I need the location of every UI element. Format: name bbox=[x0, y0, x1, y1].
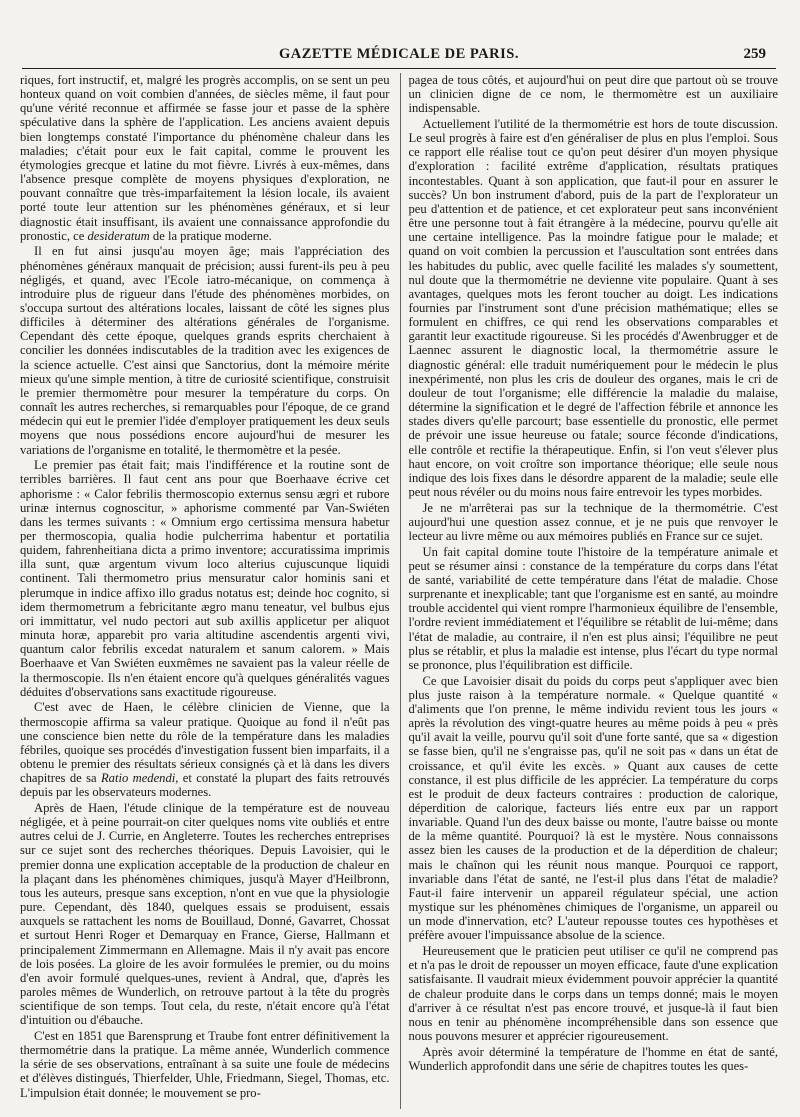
italic-term: Ratio medendi bbox=[100, 771, 176, 786]
paragraph-text: C'est en 1851 que Barensprung et Traube font entrer définitivement la thermométrie dans la pratique. La même année, Wunderlich commence la série de ses observations, entraînant à sa suite une foule de médecins et d'élèves distingués, Thierfelder, Uhle, Friedmann, Siegel, Thomas, etc. L'impulsion était donnée; le mouvement se pro- bbox=[20, 1028, 390, 1100]
article-paragraph bbox=[20, 700, 390, 799]
article-paragraph bbox=[409, 73, 779, 115]
article-paragraph bbox=[409, 501, 779, 543]
article-paragraph bbox=[409, 1045, 779, 1073]
paragraph-text: Je ne m'arrêterai pas sur la technique de la thermométrie. C'est aujourd'hui une question assez connue, et je ne puis que renvoyer le lecteur au livre même ou aux mémoires publiés en France sur ce sujet. bbox=[408, 500, 778, 543]
italic-term: desideratum bbox=[87, 228, 150, 243]
left-column bbox=[20, 73, 390, 1109]
paragraph-text: C'est avec de Haen, le célèbre clinicien de Vienne, que la thermoscopie affirma sa valeur pratique. Quoique au fond il n'eût pas une conscience bien nette du rôle de la température dans les maladies fébriles, quoique ses procédés d'investigation fussent bien imparfaits, il a obtenu le premier des résultats sérieux consignés çà et là dans les divers chapitres de sa bbox=[20, 700, 390, 786]
page-header bbox=[22, 46, 776, 69]
article-paragraph bbox=[409, 674, 779, 943]
article-paragraph bbox=[20, 458, 390, 699]
text-columns bbox=[20, 73, 778, 1109]
paragraph-text: Actuellement l'utilité de la thermométrie est hors de toute discussion. Le seul progrès à faire est d'en généraliser de plus en plus l'emploi. Sous ce rapport elle réalise tout ce qu'on peut désirer d'un moyen physique d'exploration : facilité extrême d'application, résultats pratiques incontestables. Quant à son application, que faut-il pour en assurer le succès? Un bon instrument d'abord, puis de la part de l'explorateur un peu d'attention et de patience, et cet explorateur peut sans inconvénient être une personne tout à fait étrangère à la médecine, pourvu qu'elle ait une certaine intelligence. Pas la moindre fatigue pour le malade; et quand on voit combien la percussion et l'auscultation sont entrées dans les habitudes du public, avec quelle facilité les malades s'y soumettent, nul doute que la thermométrie ne devienne vite populaire. Quant à ses avantages, quelques mots les feront toucher au doigt. Les indications fournies par l'instrument sont d'une précision mathématique; elles se formulent en chiffres, ce qui rend les observations comparables et garantit leur exactitude rigoureuse. Si les procédés d'Awenbrugger et de Laennec assurent le diagnostic local, la thermométrie assure le diagnostic général: elle traduit numériquement pour le médecin le plus inexpérimenté, non plus les cris de douleur des organes, mais le cri de douleur de tout l'organisme; elle différencie la maladie du malaise, détermine la signification et le degré de l'affection fébrile et annonce les stades divers qu'elle parcourt; base essentielle du pronostic, elle permet de prévoir une issue heureuse ou fatale; source féconde d'indications, elle contrôle et rectifie la thérapeutique. Enfin, si l'on veut s'élever plus haut encore, on voit croître son importance théorique; elle seule nous indique des lois fixes dans le désordre apparent de la maladie; seule elle peut nous révéler ou du moins nous faire entrevoir les types morbides. bbox=[408, 116, 778, 500]
article-paragraph bbox=[20, 244, 390, 456]
article-paragraph bbox=[409, 117, 779, 499]
paragraph-text: de la pratique moderne. bbox=[149, 228, 272, 243]
article-paragraph bbox=[20, 1029, 390, 1100]
paragraph-text: , et constaté la plupart des faits retrouvés depuis par les observateurs modernes. bbox=[20, 771, 390, 800]
paragraph-text: Un fait capital domine toute l'histoire de la température animale et peut se résumer ainsi : constance de la température du corps dans l'état de santé, variabilité de cette température dans l'état de maladie. Chose surprenante et inexplicable; tant que l'organisme est en santé, au moindre trouble accidentel qui vient rompre l'harmonieux équilibre de l'ensemble, l'ordre revient immédiatement et l'équilibre se rétablit de lui-même; dans l'état de maladie, au contraire, il n'en est plus ainsi; l'équilibre ne peut plus se rétablir, et plus la maladie est intense, plus l'écart du type normal se prononce, plus l'équilibration est difficile. bbox=[408, 544, 778, 672]
article-paragraph bbox=[409, 545, 779, 672]
paragraph-text: riques, fort instructif, et, malgré les progrès accomplis, on se sent un peu honteux quand on voit combien d'années, de siècles même, il faut pour qu'une vérité reconnue et affirmée se fasse jour et passe de la sphère spéculative dans la sphère de l'application. Les anciens avaient depuis bien longtemps constaté l'importance du phénomène chaleur dans les maladies; c'était pour eux le fait capital, comme le prouvent les étymologies grecque et latine du mot fièvre. Livrés à eux-mêmes, dans l'absence presque complète de moyens physiques d'exploration, ne pouvant connaître que très-imparfaitement la lésion locale, ils avaient porté toute leur attention sur les phénomènes généraux, et si leur diagnostic était insuffisant, ils avaient une connaissance approfondie du pronostic, ce bbox=[20, 73, 390, 243]
paragraph-text: Le premier pas était fait; mais l'indifférence et la routine sont de terribles barrières. Il faut cent ans pour que Boerhaave écrive cet aphorisme : « Calor febrilis thermoscopio externus sensu ægri et rubore urinæ internus cognoscitur, » aphorisme commenté par Van-Swiéten dans les termes suivants : « Omnium ergo certissima mensura habetur per thermoscopia, qualia hodie pulcherrima habentur et portatilia quidem, fahrenheitiana dicta a primo inventore; accuratissima imprimis illa sunt, quæ argentum vivum loco alterius cujuscunque liquidi continent. Tali thermometro prius mensuratur calor hominis sani et plerumque in indice affixo illo gradus notatus est; deinde hoc cognito, si idem thermometrum a febricitante ægro manu teneatur, vel bulbus ejus ori immittatur, vel nudo pectori aut sub axillis applicetur per aliquot minuta horæ, apparebit pro varia altitudine ascendentis argenti vivi, quantum calor febrilis excedat naturalem et sanum calorem. » Mais Boerhaave et Van Swiéten euxmêmes ne savaient pas la valeur réelle de la thermoscopie. Ils n'en étaient encore qu'à quelques généralités vagues déduites d'observations sans exactitude rigoureuse. bbox=[20, 458, 390, 699]
paragraph-text: Ce que Lavoisier disait du poids du corps peut s'appliquer avec bien plus juste raison à la température normale. « Quelque quantité « d'aliments que l'on prenne, le même individu revient tous les jours « après la révolution des vingt-quatre heures au même poids à peu « près qu'il avait la veille, pourvu qu'il soit d'une forte santé, que sa « digestion se fasse bien, qu'il ne s'engraisse pas, qu'il ne soit pas « dans un état de croissance, et qu'il évite les excès. » Quant aux causes de cette constance, il est plus difficile de les apprécier. La température du corps est le produit de deux facteurs contraires : production de calorique, déperdition de calorique, facteurs liés entre eux par un rapport invariable. Quand l'un des deux baisse ou monte, l'autre baisse ou monte de la même quantité. Pourquoi? là est le mystère. Nous connaissons assez bien les causes de la production et de la déperdition de chaleur; mais le chaînon qui les réunit nous manque. Pourquoi ce rapport, invariable dans l'état de santé, ne l'est-il plus dans l'état de maladie? Faut-il faire intervenir un appareil régulateur spécial, une action mystique sur les phénomènes chimiques de l'organisme, un appareil ou un mode d'innervation, etc? L'auteur repousse toutes ces hypothèses et préfère avouer l'impuissance absolue de la science. bbox=[408, 673, 778, 943]
right-column bbox=[400, 73, 779, 1109]
paragraph-text: Après avoir déterminé la température de l'homme en état de santé, Wunderlich approfondit dans une série de chapitres toutes les ques- bbox=[408, 1044, 778, 1073]
article-paragraph bbox=[409, 944, 779, 1043]
article-paragraph bbox=[20, 801, 390, 1028]
paragraph-text: Heureusement que le praticien peut utiliser ce qu'il ne comprend pas et n'a pas le droit de repousser un moyen efficace, faute d'une explication satisfaisante. Il vaudrait mieux évidemment pouvoir apprécier la quantité de chaleur produite dans le corps dans un temps donné; mais le moyen d'arriver à ce résultat n'est pas encore trouvé, et jusque-là il faut bien nous en tenir au phénomène incompréhensible dans son essence que nous pouvons mesurer et apprécier rigoureusement. bbox=[408, 944, 778, 1043]
paragraph-text: pagea de tous côtés, et aujourd'hui on peut dire que partout où se trouve un clinicien digne de ce nom, le thermomètre est un auxiliaire indispensable. bbox=[408, 73, 778, 116]
paragraph-text: Après de Haen, l'étude clinique de la température est de nouveau négligée, et à peine pourrait-on citer quelques noms vite oubliés et entre autres celui de J. Currie, en Angleterre. Toutes les recherches entreprises sur ce sujet sont des recherches théoriques. Depuis Lavoisier, qui le premier donna une explication acceptable de la production de chaleur en la plaçant dans les phénomènes chimiques, jusqu'à Mayer d'Heilbronn, tous les auteurs, presque sans exception, n'ont en vue que la physiologie pure. Cependant, dès 1840, quelques essais se produisent, essais auxquels se rattachent les noms de Bouillaud, Donné, Gavarret, Chossat et surtout Henri Roger et Demarquay en France, Gierse, Hallmann et principalement Zimmermann en Allemagne. Mais il n'y avait pas encore de lois posées. La gloire de les avoir formulées le premier, ou du moins d'en avoir formulé quelques-unes, revient à Andral, que, d'après les paroles mêmes de Wunderlich, on retrouve partout à la tête du progrès scientifique de son temps. Tout cela, du reste, n'était encore qu'à l'état d'intuition ou d'ébauche. bbox=[20, 800, 390, 1028]
page-number: 259 bbox=[743, 46, 766, 62]
paragraph-text: Il en fut ainsi jusqu'au moyen âge; mais l'appréciation des phénomènes généraux manquait de précision; aussi furent-ils peu à peu négligés, et quand, avec l'Ecole iatro-mécanique, on commença à introduire plus de rigueur dans l'étude des phénomènes morbides, on s'occupa surtout des altérations locales, laissant de côté les signes plus difficiles à déterminer des altérations générales de l'organisme. Cependant dès cette époque, quelques grands esprits cherchaient à concilier les données indiscutables de la tradition avec les exigences de la science actuelle. C'est ainsi que Sanctorius, dont la mémoire mérite mieux qu'une simple mention, à titre de curiosité scientifique, construisit le premier thermomètre pour mesurer la température du corps. On connaît les autres recherches, si remarquables pour l'époque, de ce grand médecin qui eut le premier l'idée d'employer pratiquement les deux seuls moyens que nous possédions encore aujourd'hui de mesurer les variations de l'organisme en totalité, le thermomètre et la pesée. bbox=[20, 244, 390, 457]
article-paragraph bbox=[20, 73, 390, 243]
journal-title: GAZETTE MÉDICALE DE PARIS. bbox=[279, 46, 519, 62]
